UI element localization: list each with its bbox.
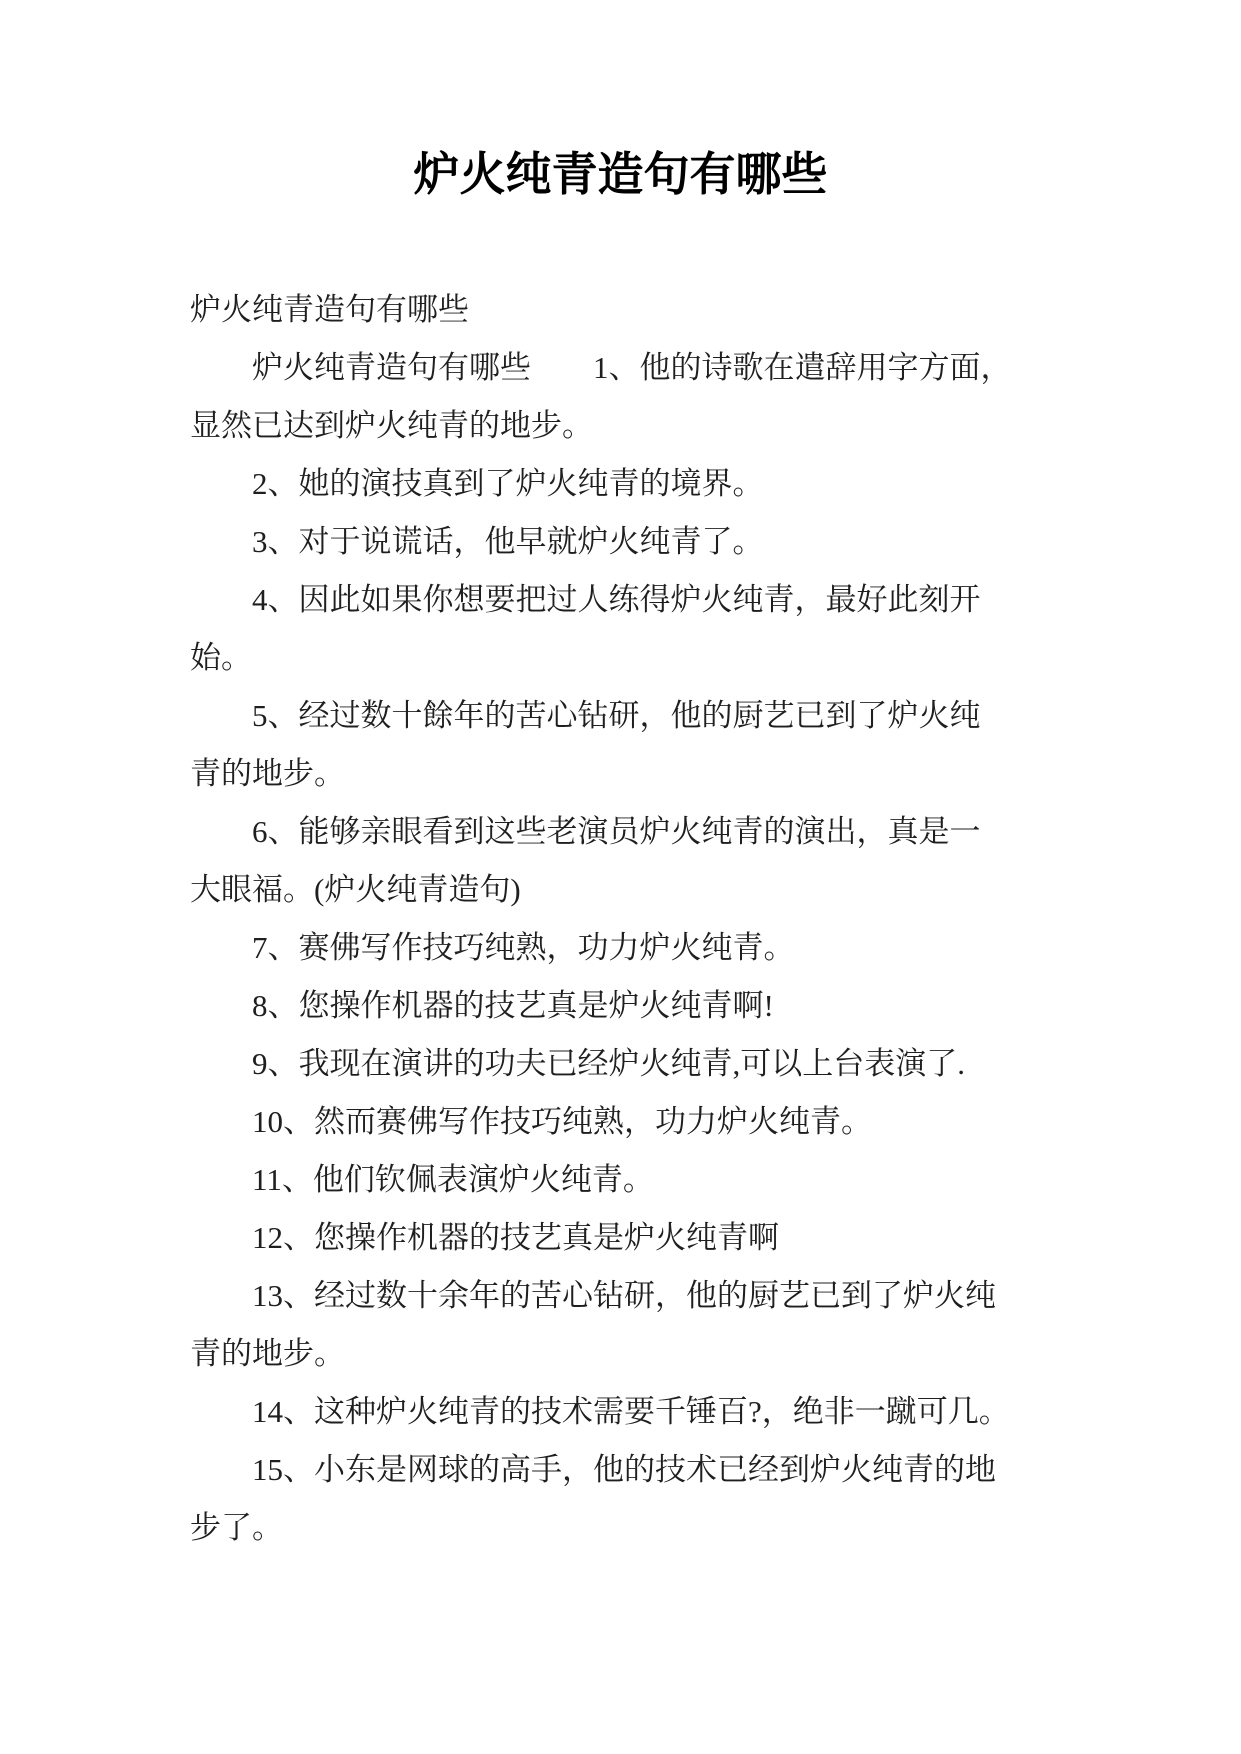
text-line: 8、您操作机器的技艺真是炉火纯青啊! <box>190 987 774 1023</box>
text-line: 大眼福。(炉火纯青造句) <box>190 871 521 907</box>
text-line: 9、我现在演讲的功夫已经炉火纯青,可以上台表演了. <box>190 1045 965 1081</box>
text-line: 11、他们钦佩表演炉火纯青。 <box>190 1161 654 1197</box>
text-line: 3、对于说谎话，他早就炉火纯青了。 <box>190 523 764 559</box>
text-line: 显然已达到炉火纯青的地步。 <box>190 407 593 443</box>
text-line: 炉火纯青造句有哪些 <box>190 291 469 327</box>
text-line: 7、赛佛写作技巧纯熟，功力炉火纯青。 <box>190 929 795 965</box>
document-body <box>190 281 1090 1557</box>
text-line: 10、然而赛佛写作技巧纯熟，功力炉火纯青。 <box>190 1103 872 1139</box>
text-line: 12、您操作机器的技艺真是炉火纯青啊 <box>190 1219 779 1255</box>
text-line: 4、因此如果你想要把过人练得炉火纯青，最好此刻开 <box>190 581 981 617</box>
text-line: 15、小东是网球的高手，他的技术已经到炉火纯青的地 <box>190 1451 996 1487</box>
text-line: 13、经过数十余年的苦心钻研，他的厨艺已到了炉火纯 <box>190 1277 996 1313</box>
text-line: 2、她的演技真到了炉火纯青的境界。 <box>190 465 764 501</box>
text-line: 青的地步。 <box>190 1335 345 1371</box>
text-line: 青的地步。 <box>190 755 345 791</box>
text-line: 5、经过数十餘年的苦心钻研，他的厨艺已到了炉火纯 <box>190 697 981 733</box>
text-line: 炉火纯青造句有哪些 1、他的诗歌在遣辞用字方面， <box>190 349 1012 385</box>
text-line: 14、这种炉火纯青的技术需要千锤百?，绝非一蹴可几。 <box>190 1393 1010 1429</box>
page-title: 炉火纯青造句有哪些 <box>413 149 828 200</box>
text-line: 始。 <box>190 639 252 675</box>
text-line: 6、能够亲眼看到这些老演员炉火纯青的演出，真是一 <box>190 813 981 849</box>
text-line: 步了。 <box>190 1509 283 1545</box>
